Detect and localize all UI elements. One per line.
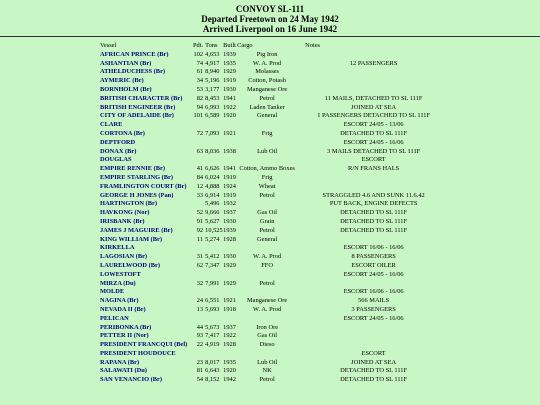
tons-cell: 7,417 <box>205 332 220 340</box>
notes-cell: DETACHED TO SL 111F <box>340 367 408 375</box>
cargo-cell <box>237 315 297 324</box>
notes-cell: ESCORT OILER <box>351 261 396 269</box>
cargo-cell: Dieso <box>259 341 275 349</box>
cargo-cell <box>237 200 297 209</box>
notes-cell: ESCORT 16/06 - 16/06 <box>343 244 404 252</box>
table-row <box>100 297 450 306</box>
table-row <box>100 139 450 148</box>
built-cell <box>223 315 237 324</box>
pdt-cell: 24 <box>196 297 204 305</box>
notes-cell <box>297 68 450 77</box>
built-cell: 1930 <box>223 85 236 93</box>
pdt-cell: 74 <box>196 59 204 67</box>
table-row <box>100 271 450 280</box>
convoy-header <box>0 0 540 34</box>
notes-cell: DETACHED TO SL 111F <box>340 209 408 217</box>
notes-cell: R/N FRANS HALS <box>348 165 400 173</box>
cargo-cell: Iron Ore <box>256 323 279 331</box>
cargo-cell: W. A. Prod <box>253 253 282 261</box>
pdt-cell: 91 <box>196 217 204 225</box>
cargo-cell <box>237 244 297 253</box>
built-cell: 1937 <box>223 323 236 331</box>
built-cell: 1924 <box>223 182 236 190</box>
col-tons: Tons <box>205 42 218 49</box>
table-row <box>100 324 450 333</box>
tons-cell <box>205 315 223 324</box>
notes-cell <box>297 183 450 192</box>
built-cell: 1928 <box>223 341 236 349</box>
table-row <box>100 315 450 324</box>
vessel-name[interactable]: MOLDE <box>100 288 125 296</box>
pdt-cell: 23 <box>196 358 204 366</box>
tons-cell: 8,152 <box>205 376 220 384</box>
pdt-cell: 82 <box>196 94 204 102</box>
cargo-cell: Molasses <box>255 68 280 76</box>
built-cell: 1922 <box>223 332 236 340</box>
cargo-cell: Frig <box>261 173 273 181</box>
notes-cell: 12 PASSENGERS <box>349 59 398 67</box>
tons-cell: 10,525 <box>205 226 223 234</box>
pdt-cell: 81 <box>196 367 204 375</box>
notes-cell: 8 PASSENGERS <box>351 253 396 261</box>
tons-cell: 7,347 <box>205 261 220 269</box>
tons-cell: 8,036 <box>205 147 220 155</box>
pdt-cell: 62 <box>196 261 204 269</box>
pdt-cell <box>193 244 205 253</box>
pdt-cell: 44 <box>196 323 204 331</box>
vessel-name[interactable]: BORNHOLM (Br) <box>100 85 152 93</box>
table-row <box>100 359 450 368</box>
tons-cell: 5,673 <box>205 323 220 331</box>
built-cell: 1935 <box>223 59 236 67</box>
built-cell <box>223 121 237 130</box>
notes-cell: JOINED AT SEA <box>351 103 397 111</box>
vessel-name[interactable]: FRAMLINGTON COURT (Br) <box>100 182 187 190</box>
cargo-cell: Petrol <box>259 226 275 234</box>
table-row <box>100 148 450 157</box>
pdt-cell <box>193 200 205 209</box>
tons-cell: 6,024 <box>205 173 220 181</box>
vessel-name[interactable]: DEPTFORD <box>100 138 136 146</box>
vessel-name[interactable]: CORTONA (Br) <box>100 129 145 137</box>
tons-cell: 4,917 <box>205 59 220 67</box>
convoy-table <box>100 42 450 385</box>
cargo-cell: Manganese Ore <box>246 297 288 305</box>
cargo-cell <box>237 271 297 280</box>
vessel-name[interactable]: LAURELWOOD (Br) <box>100 261 160 269</box>
notes-cell: 3 MAILS DETACHED TO SL 111F <box>327 147 421 155</box>
pdt-cell: 34 <box>196 77 204 85</box>
vessel-name[interactable]: JAMES J MAGUIRE (Br) <box>100 226 173 234</box>
notes-cell: 1 PASSENGERS DETACHED TO SL 111F <box>317 112 431 120</box>
tons-cell: 6,551 <box>205 297 220 305</box>
pdt-cell: 54 <box>196 376 204 384</box>
cargo-cell: Laden Tanker <box>249 103 285 111</box>
notes-cell <box>297 51 450 60</box>
built-cell: 1929 <box>223 279 236 287</box>
tons-cell: 6,589 <box>205 112 220 120</box>
built-cell: 1919 <box>223 191 236 199</box>
tons-cell: 8,940 <box>205 68 220 76</box>
pdt-cell: 12 <box>196 182 204 190</box>
built-cell: 1919 <box>223 77 236 85</box>
pdt-cell: 101 <box>193 112 204 120</box>
notes-cell <box>297 236 450 245</box>
cargo-cell: Petrol <box>259 94 275 102</box>
notes-cell: JOINED AT SEA <box>351 358 397 366</box>
notes-cell: ESCORT 24/05 - 16/06 <box>343 138 404 146</box>
table-row <box>100 280 450 289</box>
vessel-name[interactable]: LOWESTOFT <box>100 270 141 278</box>
tons-cell: 7,093 <box>205 129 220 137</box>
built-cell <box>223 244 237 253</box>
cargo-cell: Pig Iron <box>256 50 278 58</box>
cargo-cell <box>237 139 297 148</box>
vessel-name[interactable]: BRITISH CHARACTER (Br) <box>100 94 183 102</box>
tons-cell <box>205 244 223 253</box>
built-cell: 1929 <box>223 68 236 76</box>
tons-cell: 9,666 <box>205 209 220 217</box>
pdt-cell: 22 <box>196 341 204 349</box>
tons-cell: 3,177 <box>205 85 220 93</box>
table-row <box>100 236 450 245</box>
cargo-cell: Lub Oil <box>257 358 278 366</box>
vessel-name[interactable]: MIRZA (Du) <box>100 279 136 287</box>
tons-cell: 6,914 <box>205 191 220 199</box>
tons-cell <box>205 121 223 130</box>
vessel-name[interactable]: DONAX (Br) <box>100 147 137 155</box>
notes-cell: ESCORT 16/06 - 16/06 <box>343 288 404 296</box>
notes-cell <box>297 280 450 289</box>
vessel-name[interactable]: EMPIRE RENNIE (Br) <box>100 165 165 173</box>
vessel-name[interactable]: CITY OF ADELAIDE (Br) <box>100 112 174 120</box>
vessel-name[interactable]: DOUGLAS <box>100 156 132 164</box>
built-cell <box>223 288 237 297</box>
cargo-cell: Wheat <box>258 182 276 190</box>
table-row <box>100 86 450 95</box>
table-row <box>100 341 450 350</box>
tons-cell: 5,693 <box>205 305 220 313</box>
table-row <box>100 51 450 60</box>
tons-cell: 8,017 <box>205 358 220 366</box>
vessel-name[interactable]: NEVADA II (Br) <box>100 305 146 313</box>
convoy-title: CONVOY SL-111 <box>235 4 305 14</box>
tons-cell: 6,993 <box>205 103 220 111</box>
pdt-cell: 13 <box>196 305 204 313</box>
pdt-cell <box>193 350 205 359</box>
vessel-name[interactable]: CLARE <box>100 121 123 129</box>
built-cell: 1928 <box>223 235 236 243</box>
vessel-name[interactable]: KING WILLIAM (Br) <box>100 235 163 243</box>
pdt-cell <box>193 139 205 148</box>
built-cell: 1920 <box>223 367 236 375</box>
pdt-cell <box>193 288 205 297</box>
notes-cell <box>297 341 450 350</box>
col-cargo: Cargo <box>237 42 253 49</box>
table-row <box>100 209 450 218</box>
built-cell: 1918 <box>223 305 236 313</box>
col-built: Built <box>223 42 236 49</box>
built-cell: 1930 <box>223 253 236 261</box>
notes-cell: STRAGGLED 4.6 AND SUNK 11.6.42 <box>322 191 425 199</box>
notes-cell <box>297 332 450 341</box>
tons-cell: 5,412 <box>205 253 220 261</box>
table-row <box>100 192 450 201</box>
tons-cell: 6,626 <box>205 165 220 173</box>
notes-cell: ESCORT <box>361 156 386 164</box>
cargo-cell: FFO <box>261 261 273 269</box>
tons-cell <box>205 271 223 280</box>
table-row <box>100 130 450 139</box>
vessel-name[interactable]: BRITISH ENGINEER (Br) <box>100 103 176 111</box>
tons-cell: 4,888 <box>205 182 220 190</box>
vessel-name[interactable]: ATHELDUCHESS (Br) <box>100 68 166 76</box>
table-row <box>100 332 450 341</box>
table-row <box>100 112 450 121</box>
table-row <box>100 165 450 174</box>
cargo-cell <box>237 288 297 297</box>
pdt-cell: 84 <box>196 173 204 181</box>
cargo-cell: Cotton, Potash <box>248 77 286 85</box>
table-row <box>100 244 450 253</box>
pdt-cell: 63 <box>196 147 204 155</box>
cargo-cell: Petrol <box>259 376 275 384</box>
table-row <box>100 253 450 262</box>
built-cell: 1939 <box>223 226 236 234</box>
built-cell: 1938 <box>223 147 236 155</box>
vessel-name[interactable]: HAVKONG (Nor) <box>100 209 150 217</box>
cargo-cell: Gas Oil <box>257 332 277 340</box>
table-row <box>100 306 450 315</box>
tons-cell <box>205 156 223 165</box>
pdt-cell: 72 <box>196 129 204 137</box>
built-cell <box>223 139 237 148</box>
notes-cell: 11 MAILS, DETACHED TO SL 111F <box>324 94 423 102</box>
table-row <box>100 367 450 376</box>
cargo-cell: NK <box>262 367 272 375</box>
pdt-cell: 52 <box>196 209 204 217</box>
cargo-cell: Cotton, Ammo Boxes <box>239 165 295 173</box>
built-cell: 1929 <box>223 261 236 269</box>
vessel-name[interactable]: EMPIRE STARLING (Br) <box>100 173 174 181</box>
table-header-row <box>100 42 450 51</box>
table-row <box>100 200 450 209</box>
notes-cell: DETACHED TO SL 111F <box>340 376 408 384</box>
notes-cell: DETACHED TO SL 111F <box>340 226 408 234</box>
header-divider <box>0 36 540 37</box>
vessel-name[interactable]: ASHANTIAN (Br) <box>100 59 152 67</box>
vessel-name[interactable]: PRESIDENT FRANCQUI (Bel) <box>100 341 188 349</box>
pdt-cell: 61 <box>196 68 204 76</box>
notes-cell: ESCORT 24/05 - 13/06 <box>343 121 404 129</box>
pdt-cell: 94 <box>196 103 204 111</box>
table-row <box>100 60 450 69</box>
table-row <box>100 218 450 227</box>
pdt-cell <box>193 156 205 165</box>
notes-cell: ESCORT 24/05 - 16/06 <box>343 270 404 278</box>
tons-cell: 7,991 <box>205 279 220 287</box>
vessel-name[interactable]: IRISBANK (Br) <box>100 217 145 225</box>
built-cell: 1922 <box>223 103 236 111</box>
table-row <box>100 262 450 271</box>
built-cell: 1920 <box>223 112 236 120</box>
built-cell: 1930 <box>223 217 236 225</box>
pdt-cell: 102 <box>193 50 204 58</box>
built-cell: 1941 <box>223 94 236 102</box>
built-cell <box>223 156 237 165</box>
notes-cell <box>297 77 450 86</box>
cargo-cell: Manganese Ore <box>246 85 288 93</box>
built-cell <box>223 350 237 359</box>
vessel-name[interactable]: AYMERIC (Br) <box>100 77 144 85</box>
table-row <box>100 376 450 385</box>
cargo-cell: W. A. Prod <box>253 59 282 67</box>
tons-cell <box>205 139 223 148</box>
tons-cell: 8,453 <box>205 94 220 102</box>
tons-cell: 5,274 <box>205 235 220 243</box>
cargo-cell: Frig <box>261 129 273 137</box>
vessel-name[interactable]: PERIBONKA (Br) <box>100 323 152 331</box>
built-cell: 1939 <box>223 50 236 58</box>
vessel-name[interactable]: RAPANA (Br) <box>100 358 140 366</box>
col-vessel: Vessel <box>100 42 117 49</box>
departed-line: Departed Freetown on 24 May 1942 <box>201 14 339 24</box>
notes-cell <box>297 86 450 95</box>
table-row <box>100 183 450 192</box>
convoy-rows <box>100 51 450 385</box>
notes-cell: DETACHED TO SL 111F <box>340 217 408 225</box>
tons-cell: 4,653 <box>205 50 220 58</box>
cargo-cell: General <box>257 235 278 243</box>
vessel-name[interactable]: HARTINGTON (Br) <box>100 200 157 208</box>
table-row <box>100 68 450 77</box>
notes-cell <box>297 174 450 183</box>
vessel-name[interactable]: LAGOSIAN (Br) <box>100 253 148 261</box>
pdt-cell: 53 <box>196 85 204 93</box>
col-notes: Notes <box>305 42 321 49</box>
notes-cell: ESCORT <box>361 349 386 357</box>
cargo-cell <box>237 156 297 165</box>
table-row <box>100 288 450 297</box>
built-cell: 1937 <box>223 209 236 217</box>
cargo-cell: General <box>257 112 278 120</box>
notes-cell: 3 PASSENGERS <box>351 305 396 313</box>
vessel-name[interactable]: PRESIDENT HOUDOUCE <box>100 349 176 357</box>
table-row <box>100 174 450 183</box>
pdt-cell: 33 <box>196 191 204 199</box>
notes-cell: ESCORT 24/05 - 16/06 <box>343 314 404 322</box>
notes-cell: PUT BACK, ENGINE DEFECTS <box>329 200 418 208</box>
pdt-cell: 32 <box>196 279 204 287</box>
cargo-cell <box>237 121 297 130</box>
tons-cell: 6,643 <box>205 367 220 375</box>
tons-cell: 5,196 <box>205 77 220 85</box>
built-cell: 1935 <box>223 358 236 366</box>
tons-cell: 4,919 <box>205 341 220 349</box>
notes-cell: 566 MAILS <box>358 297 390 305</box>
pdt-cell <box>193 121 205 130</box>
built-cell <box>223 271 237 280</box>
vessel-name[interactable]: PELICAN <box>100 314 129 322</box>
cargo-cell: Lub Oil <box>257 147 278 155</box>
pdt-cell: 11 <box>196 235 204 243</box>
pdt-cell: 93 <box>196 332 204 340</box>
built-cell: 1942 <box>223 376 236 384</box>
vessel-name[interactable]: SAN VENANCIO (Br) <box>100 376 163 384</box>
table-row <box>100 156 450 165</box>
pdt-cell: 92 <box>196 226 204 234</box>
cargo-cell: Grain <box>259 217 275 225</box>
table-row <box>100 77 450 86</box>
cargo-cell: Petrol <box>259 191 275 199</box>
pdt-cell: 31 <box>196 253 204 261</box>
cargo-cell: W. A. Prod <box>253 305 282 313</box>
cargo-cell: Gas Oil <box>257 209 277 217</box>
notes-cell <box>297 324 450 333</box>
table-row <box>100 95 450 104</box>
table-row <box>100 121 450 130</box>
table-row <box>100 227 450 236</box>
tons-cell: 5,627 <box>205 217 220 225</box>
cargo-cell <box>237 350 297 359</box>
vessel-name[interactable]: PETTER II (Nor) <box>100 332 149 340</box>
built-cell: 1932 <box>223 200 236 208</box>
vessel-name[interactable]: KIRKELLA <box>100 244 135 252</box>
arrived-line: Arrived Liverpool on 16 June 1942 <box>202 24 338 34</box>
col-pdt: Pdt. <box>193 42 204 49</box>
tons-cell <box>205 350 223 359</box>
table-row <box>100 104 450 113</box>
built-cell: 1921 <box>223 129 236 137</box>
built-cell: 1919 <box>223 173 236 181</box>
built-cell: 1941 <box>223 165 236 173</box>
tons-cell <box>205 288 223 297</box>
notes-cell: DETACHED TO SL 111F <box>340 129 408 137</box>
pdt-cell <box>193 271 205 280</box>
tons-cell: 5,496 <box>205 200 220 208</box>
pdt-cell <box>193 315 205 324</box>
vessel-name[interactable]: SALAWATI (Du) <box>100 367 147 375</box>
vessel-name[interactable]: NAGINA (Br) <box>100 297 139 305</box>
vessel-name[interactable]: GEORGE H JONES (Pan) <box>100 191 174 199</box>
cargo-cell: Petrol <box>259 279 275 287</box>
vessel-name[interactable]: AFRICAN PRINCE (Br) <box>100 50 169 58</box>
built-cell: 1921 <box>223 297 236 305</box>
pdt-cell: 41 <box>196 165 204 173</box>
table-row <box>100 350 450 359</box>
